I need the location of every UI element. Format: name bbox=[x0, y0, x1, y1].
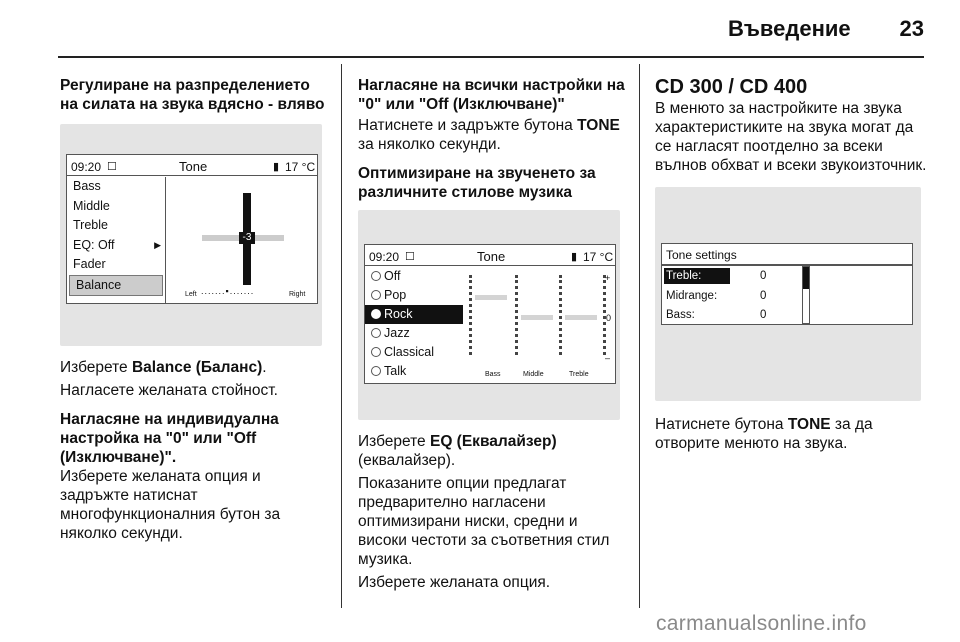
screen-title: Tone settings bbox=[666, 248, 737, 262]
thermometer-icon: ▮ bbox=[571, 251, 578, 263]
display-screen bbox=[661, 243, 913, 325]
scale-minus: – bbox=[605, 353, 611, 363]
menu-item[interactable]: EQ: Off ▶ bbox=[67, 236, 165, 256]
menu-item[interactable]: Bass bbox=[73, 179, 101, 193]
paragraph: Изберете EQ (Еквалайзер) (еквалайзер). bbox=[358, 433, 557, 469]
menu-item[interactable]: Treble bbox=[73, 218, 108, 232]
thermometer-icon: ▮ bbox=[273, 161, 280, 173]
temperature: 17 °C bbox=[285, 160, 316, 174]
scrollbar[interactable] bbox=[802, 266, 810, 324]
paragraph: Изберете Balance (Баланс). bbox=[60, 359, 267, 376]
scale-plus: + bbox=[605, 273, 611, 283]
status-bar bbox=[365, 245, 615, 266]
band-label: Treble bbox=[569, 371, 589, 378]
eq-level-treble bbox=[565, 315, 597, 320]
section-heading: Оптимизиране на звученето за различните стилове музика bbox=[358, 165, 596, 201]
section-heading: Нагласяне на всички настройки на "0" или "Off (Изключване)" bbox=[358, 77, 625, 113]
setting-value: 0 bbox=[760, 290, 767, 302]
paragraph: Натиснете и задръжте бутона TONE за няколко секунди. bbox=[358, 117, 620, 153]
eq-option-selected[interactable]: Rock bbox=[365, 305, 463, 324]
eq-band-bass bbox=[469, 275, 472, 355]
status-bar bbox=[67, 155, 317, 176]
column-2 bbox=[358, 76, 630, 592]
paragraph: Нагласете желаната стойност. bbox=[60, 382, 278, 399]
setting-label[interactable]: Midrange: bbox=[666, 290, 718, 302]
page-number: 23 bbox=[899, 16, 924, 41]
balance-scale: .......▪....... bbox=[201, 286, 255, 296]
section-heading: CD 300 / CD 400 bbox=[655, 76, 808, 98]
balance-screenshot bbox=[60, 124, 322, 346]
eq-option[interactable]: Classical bbox=[365, 343, 463, 362]
clock: 09:20 bbox=[71, 160, 102, 174]
scale-zero: 0 bbox=[606, 313, 612, 323]
column-3 bbox=[655, 76, 930, 453]
clock: 09:20 bbox=[369, 250, 400, 264]
eq-screenshot bbox=[358, 210, 620, 420]
eq-band-middle bbox=[515, 275, 518, 355]
screen-title: Tone bbox=[179, 159, 208, 174]
setting-label[interactable]: Bass: bbox=[666, 309, 695, 321]
menu-item[interactable]: Fader bbox=[73, 257, 106, 271]
paragraph: Натиснете бутона TONE за да отворите менюто на звука. bbox=[655, 416, 873, 452]
column-divider bbox=[341, 64, 342, 608]
setting-label-selected[interactable]: Treble: bbox=[664, 268, 730, 284]
eq-option[interactable]: Jazz bbox=[365, 324, 463, 343]
eq-option[interactable]: Pop bbox=[365, 286, 463, 305]
paragraph: Изберете желаната опция и задръжте натиснат многофункционалния бутон за няколко секунди. bbox=[60, 468, 281, 542]
menu-item[interactable]: Middle bbox=[73, 198, 110, 213]
eq-menu bbox=[365, 267, 463, 381]
paragraph: Изберете желаната опция. bbox=[358, 574, 551, 591]
section-heading: Нагласяне на индивидуална настройка на "0" или "Off (Изключване)". bbox=[60, 411, 279, 466]
band-label: Middle bbox=[523, 371, 544, 378]
column-1 bbox=[60, 76, 328, 543]
setting-value: 0 bbox=[760, 270, 767, 282]
tone-menu bbox=[67, 177, 166, 303]
phone-icon: ☐ bbox=[405, 251, 415, 263]
right-label: Right bbox=[289, 291, 306, 298]
balance-value: -3 bbox=[239, 232, 255, 244]
screen-title: Tone bbox=[477, 249, 506, 264]
temperature: 17 °C bbox=[583, 250, 614, 264]
display-screen bbox=[364, 244, 616, 384]
eq-level-middle bbox=[521, 315, 553, 320]
watermark: carmanualsonline.info bbox=[656, 612, 867, 635]
section-heading: Регулиране на разпределението на силата на звука вдясно - вляво bbox=[60, 77, 325, 113]
page-header-title: Въведение bbox=[728, 16, 851, 41]
paragraph: В менюто за настройките на звука характеристиките на звука могат да се нагласят поотделно за всеки вълнов обхват и всеки звукоизточник. bbox=[655, 100, 927, 174]
menu-item-selected[interactable]: Balance bbox=[69, 275, 163, 297]
eq-band-treble bbox=[559, 275, 562, 355]
eq-level-bass bbox=[475, 295, 507, 300]
tone-settings-screenshot bbox=[655, 187, 921, 401]
column-divider bbox=[639, 64, 640, 608]
phone-icon: ☐ bbox=[107, 161, 117, 173]
eq-option[interactable]: Off bbox=[365, 267, 463, 286]
scrollbar-thumb[interactable] bbox=[803, 267, 809, 289]
left-label: Left bbox=[185, 291, 197, 298]
display-screen bbox=[66, 154, 318, 304]
arrow-right-icon: ▶ bbox=[154, 239, 161, 250]
band-label: Bass bbox=[485, 371, 501, 378]
header-rule bbox=[58, 56, 924, 58]
paragraph: Показаните опции предлагат предварително нагласени оптимизирани ниски, средни и високи честоти за съответния стил музика. bbox=[358, 475, 610, 568]
setting-value: 0 bbox=[760, 309, 767, 321]
eq-option[interactable]: Talk bbox=[365, 362, 463, 381]
